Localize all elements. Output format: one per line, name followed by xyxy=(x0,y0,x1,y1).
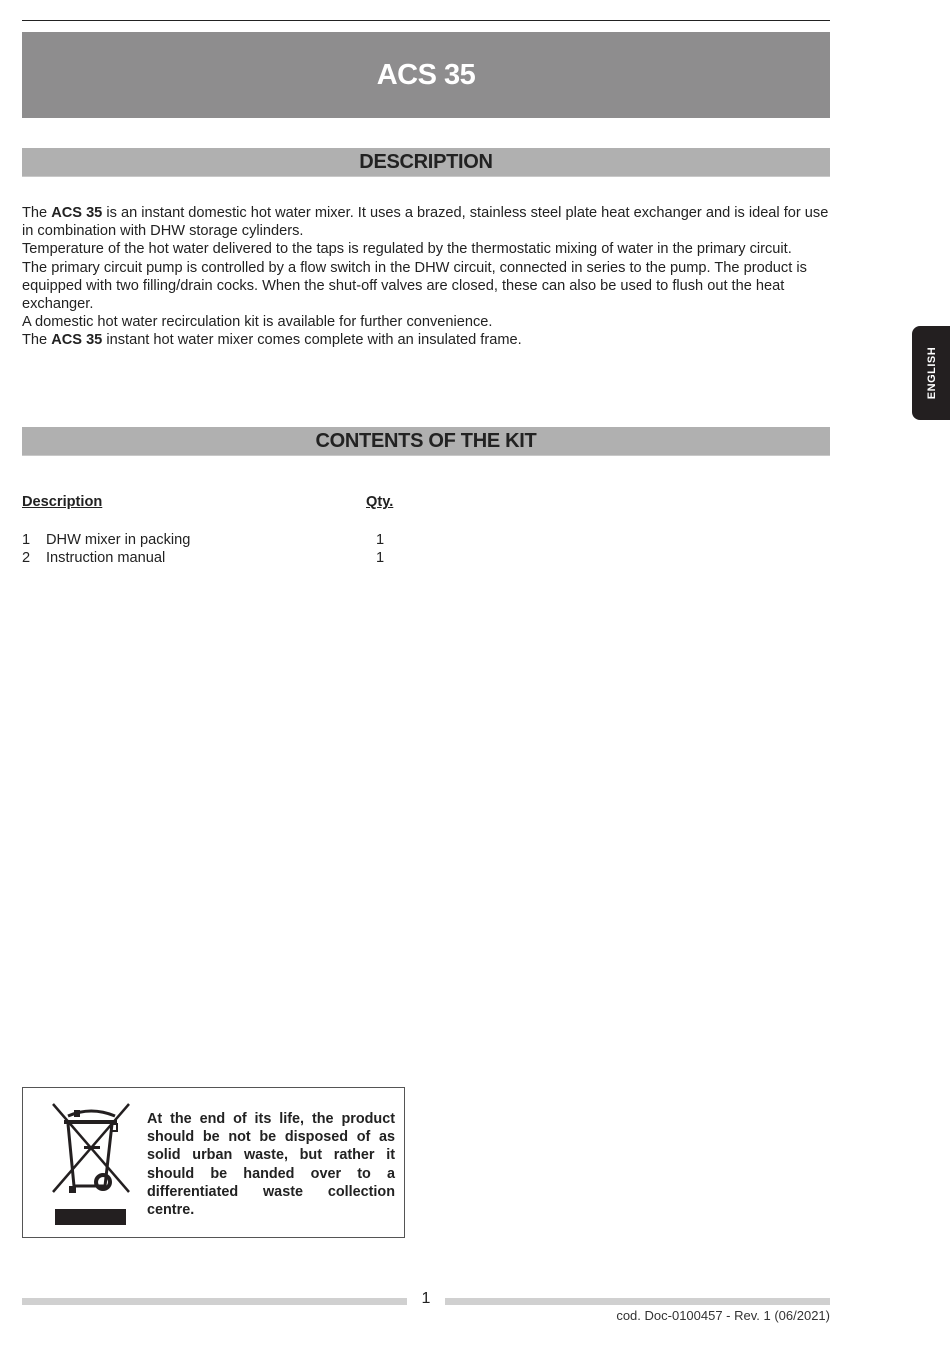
description-heading: DESCRIPTION xyxy=(359,150,493,173)
kit-item-number: 2 xyxy=(22,550,31,566)
kit-heading: CONTENTS OF THE KIT xyxy=(315,429,537,452)
description-heading-bar xyxy=(22,148,830,177)
kit-heading-bar xyxy=(22,427,830,456)
description-paragraph-2: Temperature of the hot water delivered to the taps is regulated by the thermostatic mixing of water in the primary circuit. xyxy=(22,241,792,258)
top-rule xyxy=(22,20,830,21)
page-number: 1 xyxy=(421,1290,431,1307)
crossed-out-wheelie-bin-icon xyxy=(51,1102,131,1228)
kit-column-qty: Qty. xyxy=(366,494,394,510)
product-name: ACS 35 xyxy=(51,205,103,221)
description-body xyxy=(22,204,834,350)
product-name: ACS 35 xyxy=(51,332,103,349)
kit-item-qty: 1 xyxy=(376,550,385,566)
kit-item-name: Instruction manual xyxy=(46,550,166,566)
disposal-notice-text: At the end of its life, the product should be not be disposed of as solid urban waste, but rather it should be handed over to a differentiated waste collection centre. xyxy=(147,1111,395,1219)
text: The xyxy=(22,332,52,349)
kit-item-name: DHW mixer in packing xyxy=(46,532,191,548)
language-tab xyxy=(912,326,950,420)
kit-item-qty: 1 xyxy=(376,532,385,548)
kit-column-description: Description xyxy=(22,494,103,510)
document-code: cod. Doc-0100457 - Rev. 1 (06/2021) xyxy=(616,1308,830,1323)
language-tab-label: ENGLISH xyxy=(926,346,938,400)
footer-bar-left xyxy=(22,1298,407,1305)
page-title: ACS 35 xyxy=(376,58,476,91)
description-paragraph-3: The primary circuit pump is controlled by a flow switch in the DHW circuit, connected in series to the pump. The product is equipped with two filling/drain cocks. When the shut-off valves are closed, these can also be used to flush out the heat exchanger. xyxy=(22,259,807,313)
description-paragraph-4: A domestic hot water recirculation kit is available for further convenience. xyxy=(22,314,493,331)
description-paragraph-5 xyxy=(22,331,834,349)
description-paragraph-1 xyxy=(22,204,834,240)
kit-item-number: 1 xyxy=(22,532,31,548)
title-band xyxy=(22,32,830,118)
disposal-notice-box xyxy=(22,1087,405,1238)
text: The xyxy=(22,205,52,221)
text: instant hot water mixer comes complete with an insulated frame. xyxy=(102,332,522,349)
text: is an instant domestic hot water mixer. It uses a brazed, stainless steel plate heat exchanger and is ideal for use in combination with DHW storage cylinders. xyxy=(22,205,829,240)
footer-bar-right xyxy=(445,1298,830,1305)
